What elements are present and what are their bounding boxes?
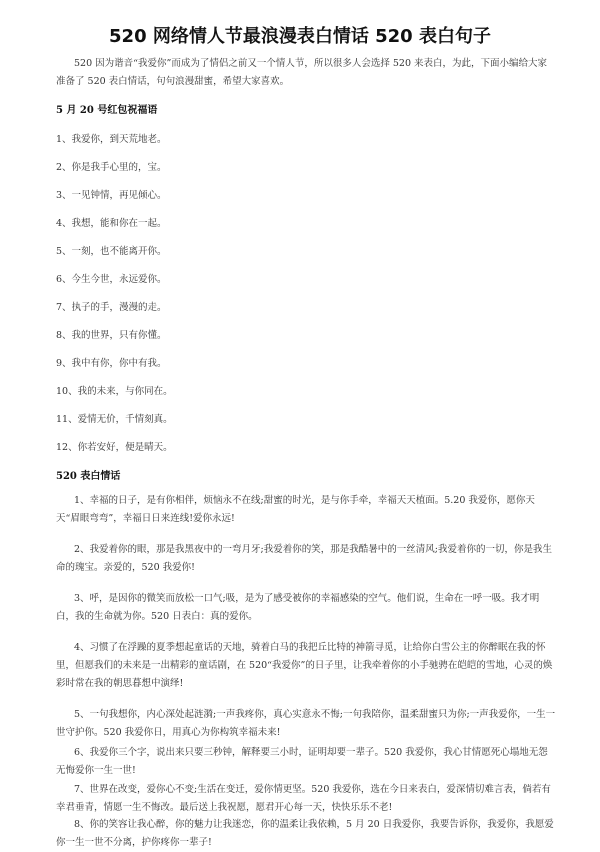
intro-paragraph: 520 因为谐音“我爱你”而成为了情侣之前又一个情人节，所以很多人会选择 520 来表白，为此，下面小编给大家准备了 520 表白情话，句句浪漫甜蜜，希望大家喜欢。 (56, 58, 548, 87)
section-heading-red-envelope: 5 月 20 号红包祝福语 (56, 105, 158, 116)
list-item: 8、我的世界，只有你懂。 (56, 330, 167, 341)
love-paragraph: 6、我爱你三个字，说出来只要三秒钟，解释要三小时，证明却要一辈子。520 我爱你，我心甘情愿死心塌地无怨无悔爱你一生一世! (56, 747, 548, 776)
section-heading-love-words: 520 表白情话 (56, 471, 121, 482)
list-item: 9、我中有你，你中有我。 (56, 358, 167, 369)
list-item: 4、我想，能和你在一起。 (56, 218, 167, 229)
list-item: 1、我爱你，到天荒地老。 (56, 134, 167, 145)
list-item: 11、爱情无价，千情刻真。 (56, 414, 173, 425)
love-paragraph: 4、习惯了在浮躁的夏季想起童话的天地，骑着白马的我把丘比特的神箭寻觅，让给你白雪公主的你醉眠在我的怀里，但愿我们的未来是一出精彩的童话剧，在 520“我爱你”的日子里，让我牵着你的小手驰骋在皑皑的雪地，心灵的焕彩时常在我的朝思暮想中演绎! (56, 642, 553, 689)
love-paragraph: 2、我爱着你的眼，那是我黑夜中的一弯月牙;我爱着你的笑，那是我酷暑中的一丝清风;我爱着你的一切，你是我生命的瑰宝。亲爱的，520 我爱你! (56, 544, 552, 573)
page-title: 520 网络情人节最浪漫表白情话 520 表白句子 (109, 26, 491, 47)
list-item: 6、今生今世，永远爱你。 (56, 274, 167, 285)
list-item: 2、你是我手心里的，宝。 (56, 162, 167, 173)
list-item: 5、一刻，也不能离开你。 (56, 246, 167, 257)
love-paragraph: 7、世界在改变，爱你心不变;生活在变迁，爱你情更坚。520 我爱你，选在今日来表白，爱深情切难言表，倘若有幸君垂青，情愿一生不悔改。最后送上我祝愿，愿君开心每一天，快快乐乐不老! (56, 784, 551, 813)
love-paragraph: 1、幸福的日子，是有你相伴，烦恼永不在线;甜蜜的时光，是与你手牵，幸福天天植面。5.20 我爱你，愿你天天“眉眼弯弯”，幸福日日来连线!爱你永远! (56, 495, 535, 524)
love-paragraph: 3、呼，是因你的微笑而放松一口气;吸，是为了感受被你的幸福感染的空气。他们说，生命在一呼一吸。我才明白，我的生命就为你。520 日表白：真的爱你。 (56, 593, 540, 622)
list-item: 3、一见钟情，再见倾心。 (56, 190, 167, 201)
love-paragraph: 8、你的笑容让我心醉，你的魅力让我迷恋，你的温柔让我依赖，5 月 20 日我爱你，我要告诉你，我爱你，我愿爱你一生一世不分离，护你疼你一辈子! (56, 819, 554, 848)
list-item: 12、你若安好，便是晴天。 (56, 442, 173, 453)
list-item: 7、执子的手，漫漫的走。 (56, 302, 167, 313)
list-item: 10、我的未来，与你同在。 (56, 386, 173, 397)
love-paragraph: 5、一句我想你，内心深处起涟漪;一声我疼你，真心实意永不悔;一句我陪你，温柔甜蜜只为你;一声我爱你，一生一世守护你。520 我爱你日，用真心为你构筑幸福未来! (56, 709, 556, 738)
